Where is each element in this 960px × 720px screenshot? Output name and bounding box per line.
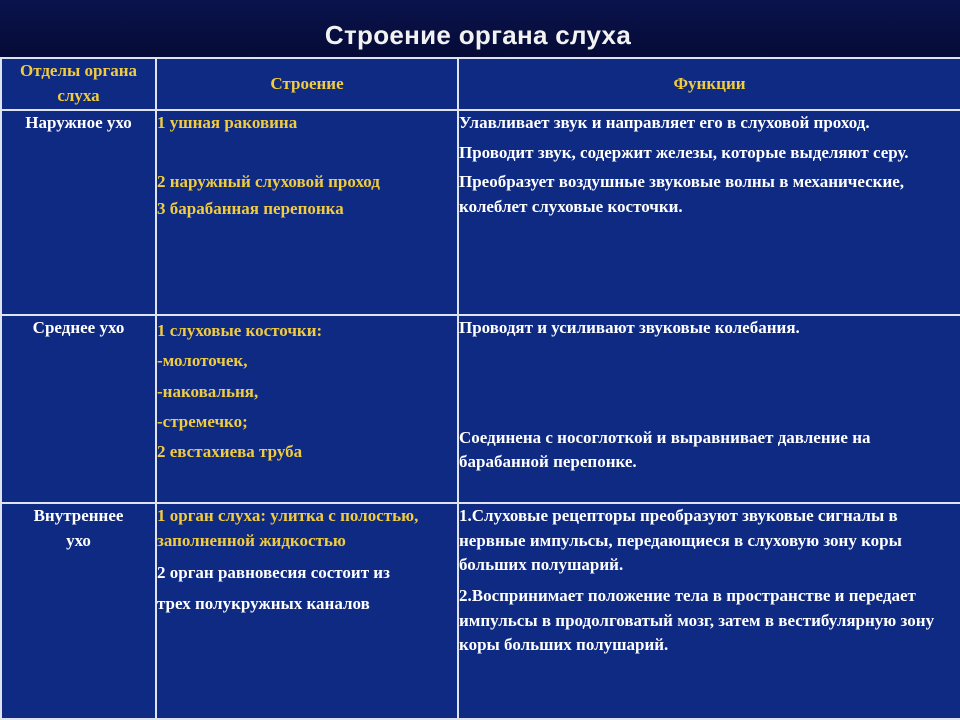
functions-middle-ear [458,315,960,503]
structure-item: -наковальня, [157,381,259,401]
functions-outer-ear [458,110,960,315]
structure-item: 2 евстахиева труба [157,442,303,461]
function-item: Соединена с носоглоткой и выравнивает давление на барабанной перепонке. [459,427,871,472]
department-outer-ear: Наружное ухо [1,110,156,315]
header-structure: Строение [156,58,458,110]
structure-inner-ear [156,503,458,719]
table-row-outer-ear [1,110,960,315]
header-department: Отделы органа слуха [1,58,156,110]
table-row-inner-ear [1,503,960,719]
structure-item: 1 орган слуха: улитка с полостью, заполненной жидкостью [157,506,419,550]
structure-item: 1 ушная раковина [157,113,298,132]
structure-item: -молоточек, [157,351,248,371]
structure-item: -стремечко; [157,411,248,431]
function-item: Преобразует воздушные звуковые волны в механические, колеблет слуховые косточки. [459,172,905,216]
function-item: Проводят и усиливают звуковые колебания. [459,318,800,337]
structure-item: 1 слуховые косточки: [157,321,323,340]
structure-item: 2 орган равновесия состоит из [157,563,390,583]
structure-middle-ear [156,315,458,503]
department-inner-ear: Внутреннее ухо [1,503,156,719]
department-middle-ear: Среднее ухо [1,315,156,503]
function-item: Улавливает звук и направляет его в слуховой проход. [459,113,870,132]
hearing-organ-table [0,57,960,720]
structure-item: 2 наружный слуховой проход [157,171,380,191]
slide-title: Строение органа слуха [324,19,632,50]
table-row-middle-ear [1,315,960,503]
function-item: 1.Слуховые рецепторы преобразуют звуковые сигналы в нервные импульсы, передающиеся в слуховую зону коры больших полушарий. [459,506,902,575]
header-functions: Функции [458,58,960,110]
structure-outer-ear [156,110,458,315]
function-item: 2.Воспринимает положение тела в пространстве и передает импульсы в продолговатый мозг, затем в вестибулярную зону коры больших полушарий. [459,585,935,655]
functions-inner-ear [458,503,960,719]
structure-item: трех полукружных каналов [157,593,370,613]
title-bar [0,0,960,58]
structure-item: 3 барабанная перепонка [157,199,344,219]
table-header-row [1,58,960,110]
function-item: Проводит звук, содержит железы, которые выделяют серу. [459,142,909,162]
